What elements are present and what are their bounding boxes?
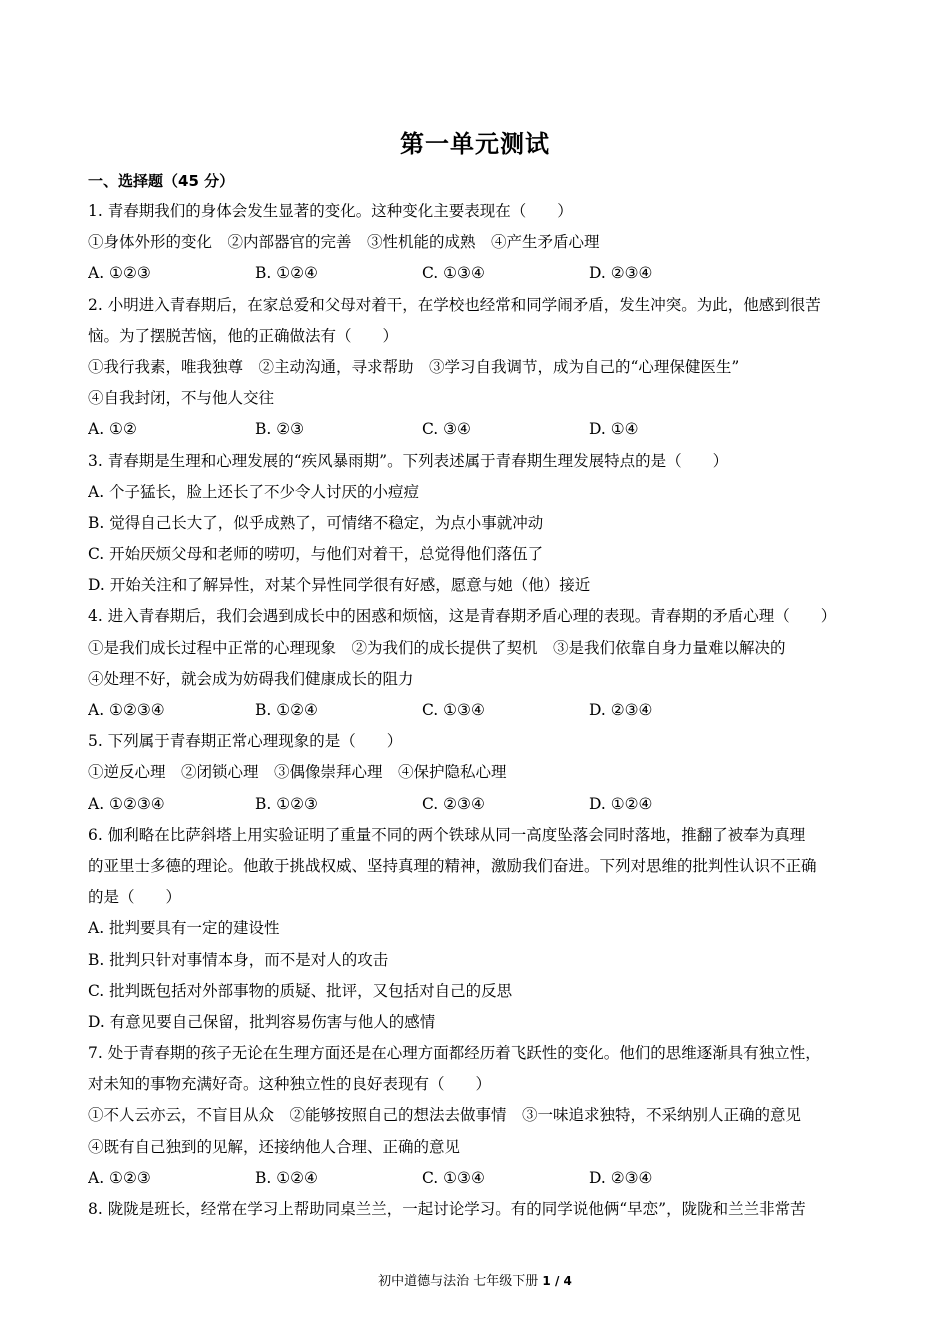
q4-option-a: A. ①②③④ [88,701,165,719]
q6-stem-line-3: 的是（ ） [88,888,182,907]
q5-option-d: D. ①②④ [589,794,653,813]
q4-items-line-2: ④处理不好，就会成为妨碍我们健康成长的阻力 [88,669,414,688]
section-heading: 一、选择题（45 分） [88,172,235,190]
question-list [88,196,866,1225]
q7-options [88,1163,866,1194]
q5-option-b: B. ①②③ [255,794,318,813]
q5-options [88,789,866,820]
q1-option-d: D. ②③④ [589,264,653,283]
q3-stem: 3. 青春期是生理和心理发展的“疾风暴雨期”。下列表述属于青春期生理发展特点的是（ ） [88,451,729,470]
q4-items-line-1: ①是我们成长过程中正常的心理现象 ②为我们的成长提供了契机 ③是我们依靠自身力量难以解决的 [88,638,786,657]
q7-stem-line-1: 7. 处于青春期的孩子无论在生理方面还是在心理方面都经历着飞跃性的变化。他们的思维逐渐具有独立性， [88,1044,821,1063]
page-title: 第一单元测试 [400,130,550,158]
q7-option-b: B. ①②④ [255,1168,318,1187]
footer-course: 初中道德与法治 七年级下册 [378,1274,539,1289]
q2-items-line-1: ①我行我素，唯我独尊 ②主动沟通，寻求帮助 ③学习自我调节，成为自己的“心理保健医生” [88,357,740,376]
q5-stem: 5. 下列属于青春期正常心理现象的是（ ） [88,732,403,751]
q6-option-c: C. 批判既包括对外部事物的质疑、批评，又包括对自己的反思 [88,981,513,1000]
q1-stem: 1. 青春期我们的身体会发生显著的变化。这种变化主要表现在（ ） [88,202,573,220]
q3-option-b: B. 觉得自己长大了，似乎成熟了，可情绪不稳定，为点小事就冲动 [88,513,544,532]
q4-option-d: D. ②③④ [589,701,653,719]
q6-option-b: B. 批判只针对事情本身，而不是对人的攻击 [88,950,389,969]
q3-option-d: D. 开始关注和了解异性，对某个异性同学很有好感，愿意与她（他）接近 [88,576,591,595]
q2-options [88,414,866,445]
q2-stem-line-2: 恼。为了摆脱苦恼，他的正确做法有（ ） [88,326,399,345]
q5-option-c: C. ②③④ [422,794,485,813]
q2-items-line-2: ④自我封闭，不与他人交往 [88,389,275,408]
q8-stem-line-1: 8. 陇陇是班长，经常在学习上帮助同桌兰兰，一起讨论学习。有的同学说他俩“早恋”，陇陇和兰兰非常苦 [88,1200,806,1218]
q3-option-a: A. 个子猛长，脸上还长了不少令人讨厌的小痘痘 [88,482,420,501]
q6-option-d: D. 有意见要自己保留，批判容易伤害与他人的感情 [88,1012,436,1031]
page-footer [0,1270,950,1289]
q1-options [88,258,866,289]
q7-items-line-2: ④既有自己独到的见解，还接纳他人合理、正确的意见 [88,1137,461,1156]
q6-stem-line-2: 的亚里士多德的理论。他敢于挑战权威、坚持真理的精神，激励我们奋进。下列对思维的批判性认识不正确 [88,856,817,875]
q4-option-b: B. ①②④ [255,701,318,719]
q1-option-c: C. ①③④ [422,264,485,283]
q7-stem-line-2: 对未知的事物充满好奇。这种独立性的良好表现有（ ） [88,1075,492,1094]
q7-option-a: A. ①②③ [88,1168,151,1187]
q7-option-c: C. ①③④ [422,1168,485,1187]
q2-option-a: A. ①② [88,420,137,439]
q7-option-d: D. ②③④ [589,1168,653,1187]
q1-option-a: A. ①②③ [88,264,151,283]
q6-stem-line-1: 6. 伽利略在比萨斜塔上用实验证明了重量不同的两个铁球从同一高度坠落会同时落地，推翻了被奉为真理 [88,825,806,844]
q2-option-d: D. ①④ [589,420,639,439]
q3-option-c: C. 开始厌烦父母和老师的唠叨，与他们对着干，总觉得他们落伍了 [88,545,544,564]
q2-option-b: B. ②③ [255,420,305,439]
page-number: 1 / 4 [542,1274,572,1288]
q4-options [88,695,866,726]
q4-option-c: C. ①③④ [422,701,485,719]
q7-items-line-1: ①不人云亦云，不盲目从众 ②能够按照自己的想法去做事情 ③一味追求独特，不采纳别人正确的意见 [88,1106,802,1125]
q5-option-a: A. ①②③④ [88,794,165,813]
q6-option-a: A. 批判要具有一定的建设性 [88,919,280,938]
q4-stem: 4. 进入青春期后，我们会遇到成长中的困惑和烦恼，这是青春期矛盾心理的表现。青春期的矛盾心理（ ） [88,607,837,626]
q1-option-b: B. ①②④ [255,264,318,283]
q5-items: ①逆反心理 ②闭锁心理 ③偶像崇拜心理 ④保护隐私心理 [88,763,507,782]
q2-stem-line-1: 2. 小明进入青春期后，在家总爱和父母对着干，在学校也经常和同学闹矛盾，发生冲突。为此，他感到很苦 [88,295,821,314]
q1-items: ①身体外形的变化 ②内部器官的完善 ③性机能的成熟 ④产生矛盾心理 [88,233,600,252]
q2-option-c: C. ③④ [422,420,471,439]
